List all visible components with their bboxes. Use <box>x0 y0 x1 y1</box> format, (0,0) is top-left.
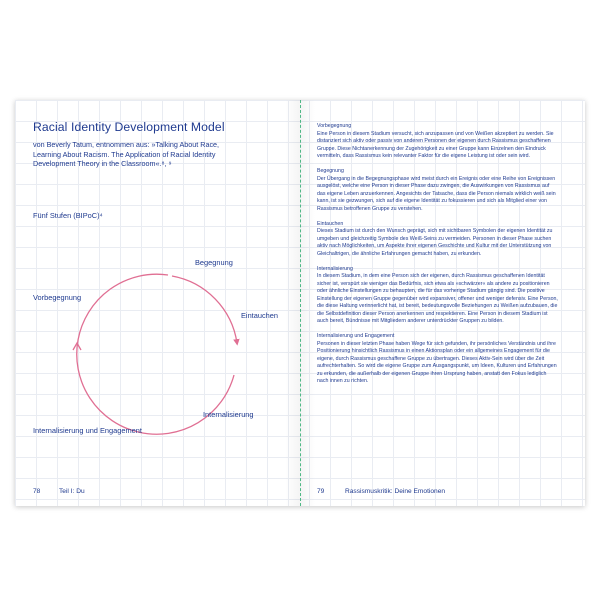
running-head-right: Rassismuskritik: Deine Emotionen <box>345 488 446 495</box>
section-heading: Internalisierung und Engagement <box>317 333 395 339</box>
source-byline: von Beverly Tatum, entnommen aus: »Talking About Race, Learning About Racism. The Application of Racial Identity Development Theory in the Classroom«.⁸, ⁹ <box>33 140 220 169</box>
section-heading: Vorbegegnung <box>317 123 352 129</box>
cycle-label-begegnung: Begegnung <box>195 258 233 267</box>
book-spread <box>15 100 585 506</box>
section-body: Eine Person in diesem Stadium versucht, sich anzupassen und von Weißen akzeptiert zu werden. Sie distanziert sich aktiv oder passiv von anderen Personen der eigenen durch Rassismus geschaffenen Gruppe. Diese Nichtanerkennung der Zugehörigkeit zu einer Gruppe kann Einzelnen den Eindruck vermitteln, dass Rassismus kein relevanter Faktor für die eigene Leistung ist oder sein wird. <box>317 130 554 159</box>
section-heading: Begegnung <box>317 168 344 174</box>
cycle-arc-right <box>172 276 237 343</box>
cycle-label-eintauchen: Eintauchen <box>241 311 278 320</box>
cycle-label-internalisierung: Internalisierung <box>203 410 254 419</box>
section-internalisierung <box>317 266 559 326</box>
page-title: Racial Identity Development Model <box>33 120 225 134</box>
section-body: Dieses Stadium ist durch den Wunsch geprägt, sich mit sichtbaren Symbolen der eigenen Identität zu umgeben und gleichzeitig Symbole des Weiß-Seins zu vermeiden. Personen in dieser Phase suchen aktiv nach Möglichkeiten, um Aspekte ihrer eigenen Geschichte und Kultur mit der Unterstützung von Gleichaltrigen, die ähnliche Erfahrungen gemacht haben, zu erkunden. <box>317 228 553 257</box>
section-body: In diesem Stadium, in dem eine Person sich der eigenen, durch Rassismus geschaffenen Identität sicher ist, verspürt sie weniger das Bedürfnis, sich etwa als »schwärzer« als andere zu positionieren oder ähnliche Einstellungen zu behaupten, die für das vorherige Stadium gängig sind. Die positive Einstellung der eigenen Gruppe gegenüber wird expansiver, offener und weniger defensiv. Eine Person, die diese Haltung verinnerlicht hat, ist bereit, bedeutungsvolle Beziehungen zu Weißen aufzubauen, die die Selbstdefinition dieser Person anerkennen und respektieren. Eine Person in diesem Stadium ist auch bereit, Bündnisse mit Mitgliedern anderer unterdrückter Gruppen zu bilden. <box>317 273 558 324</box>
section-body: Der Übergang in die Begegnungsphase wird meist durch ein Ereignis oder eine Reihe von Ereignissen ausgelöst, welche eine Person in dieser Phase dazu zwingen, die Auswirkungen von Rassismus auf das eigene Leben anzuerkennen. Angesichts der Tatsache, dass die Person niemals wirklich weiß sein kann, ist sie gezwungen, sich auf die eigene Identität zu fokussieren und sich als Mitglied einer von Rassismus betroffenen Gruppe zu verstehen. <box>317 175 556 212</box>
section-heading: Eintauchen <box>317 220 344 227</box>
section-eintauchen <box>317 221 559 259</box>
section-heading: Internalisierung <box>317 265 353 272</box>
section-body: Personen in dieser letzten Phase haben Wege für sich gefunden, ihr persönliches Verständnis und ihre Positionierung hinsichtlich Rassismus in einen Aktionsplan oder ein allgemeines Engagement für die eigene, durch Rassismus geschaffene Gruppe zu übertragen. Dieses Aktiv-Sein wird über die Zeit aufrechterhalten. So wird die eigene Gruppe zum Ausgangspunkt, um Ideen, Kulturen und Erfahrungen zu erkunden, die außerhalb der eigenen Gruppe ihren Ursprung haben, anstatt den Fokus lediglich nach innen zu richten. <box>317 340 557 384</box>
section-internalisierung-engagement <box>317 333 559 386</box>
right-text-column <box>317 123 559 393</box>
running-head-left: Teil I: Du <box>59 488 85 495</box>
section-vorbegegnung <box>317 123 559 161</box>
cycle-label-internalisierung-engagement: Internalisierung und Engagement <box>33 426 142 435</box>
cycle-label-vorbegegnung: Vorbegegnung <box>33 293 82 302</box>
stages-subheading: Fünf Stufen (BIPoC)⁴ <box>33 211 103 220</box>
page-number-left: 78 <box>33 488 41 495</box>
page-number-right: 79 <box>317 488 325 495</box>
section-begegnung <box>317 168 559 213</box>
